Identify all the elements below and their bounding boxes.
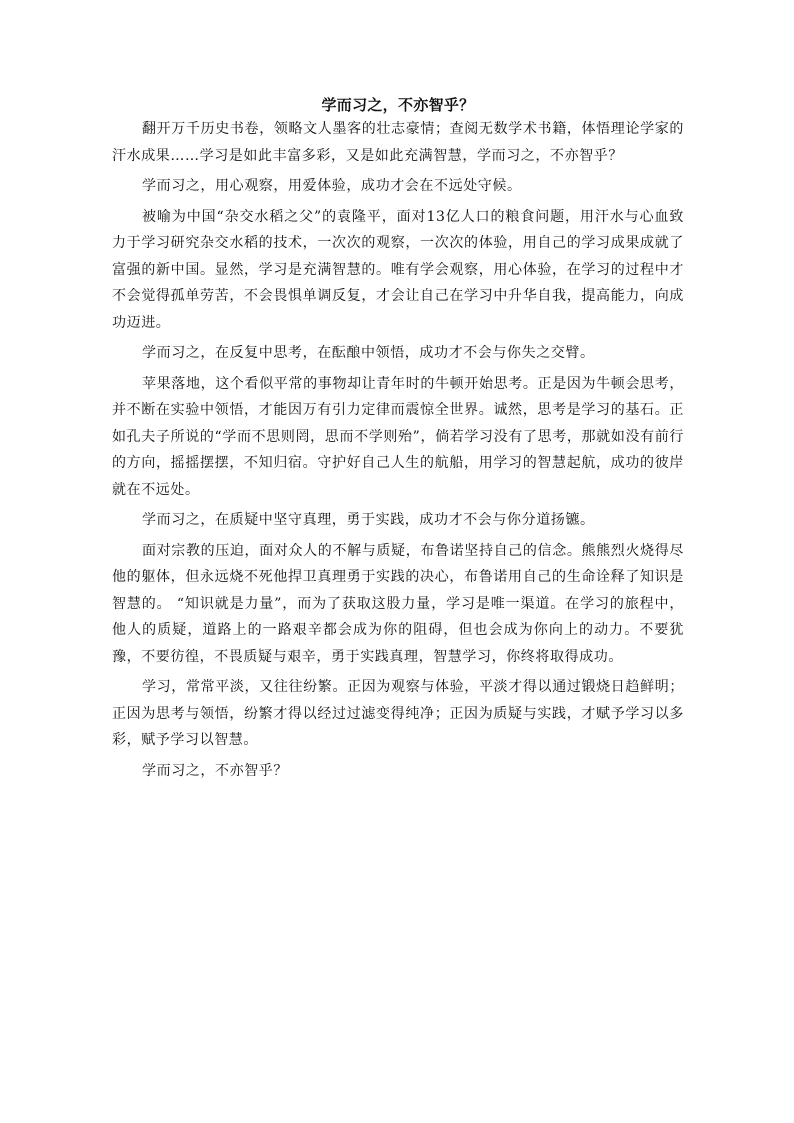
page-title: 学而习之，不亦智乎？	[321, 96, 475, 114]
paragraph-newton: 苹果落地，这个看似平常的事物却让青年时的牛顿开始思考。正是因为牛顿会思考，并不断在实验中领悟，才能因万有引力定律而震惊全世界。诚然，思考是学习的基石。正如孔夫子所说的“学而不思则罔，思而不学则殆”，倘若学习没有了思考，那就如没有前行的方向，摇摇摆摆，不知归宿。守护好自己人生的航船，用学习的智慧起航，成功的彼岸就在不远处。	[112, 375, 684, 498]
paragraph-yuan-longping: 被喻为中国“杂交水稻之父”的袁隆平，面对13亿人口的粮食问题，用汗水与心血致力于学习研究杂交水稻的技术，一次次的观察，一次次的体验，用自己的学习成果成就了富强的新中国。显然，学习是充满智慧的。唯有学会观察，用心体验，在学习的过程中才不会觉得孤单劳苦，不会畏惧单调反复，才会让自己在学习中升华自我，提高能力，向成功迈进。	[112, 208, 684, 331]
paragraph-intro: 翻开万千历史书卷，领略文人墨客的壮志豪情；查阅无数学术书籍，体悟理论学家的汗水成果……学习是如此丰富多彩，又是如此充满智慧，学而习之，不亦智乎？	[112, 121, 684, 164]
paragraph-thesis-questioning: 学而习之，在质疑中坚守真理，勇于实践，成功才不会与你分道扬镳。	[142, 512, 595, 528]
document-page	[112, 94, 684, 784]
paragraph-summary: 学习，常常平淡，又往往纷繁。正因为观察与体验，平淡才得以通过锻烧日趋鲜明；正因为思考与领悟，纷繁才得以经过过滤变得纯净；正因为质疑与实践，才赋予学习以多彩，赋予学习以智慧。	[112, 679, 684, 748]
paragraph-conclusion: 学而习之，不亦智乎？	[142, 762, 288, 779]
paragraph-thesis-observation: 学而习之，用心观察，用爱体验，成功才会在不远处守候。	[142, 178, 522, 194]
paragraph-bruno: 面对宗教的压迫，面对众人的不解与质疑，布鲁诺坚持自己的信念。熊熊烈火烧得尽他的躯体，但永远烧不死他捍卫真理勇于实践的决心，布鲁诺用自己的生命诠释了知识是智慧的。 “知识就是力量”，而为了获取这股力量，学习是唯一渠道。在学习的旅程中，他人的质疑，道路上的一路艰辛都会成为你的阻碍，但也会成为你向上的动力。不要犹豫，不要彷徨，不畏质疑与艰辛，勇于实践真理，智慧学习，你终将取得成功。	[112, 542, 684, 665]
paragraph-thesis-thinking: 学而习之，在反复中思考，在酝酿中领悟，成功才不会与你失之交臂。	[142, 345, 595, 361]
